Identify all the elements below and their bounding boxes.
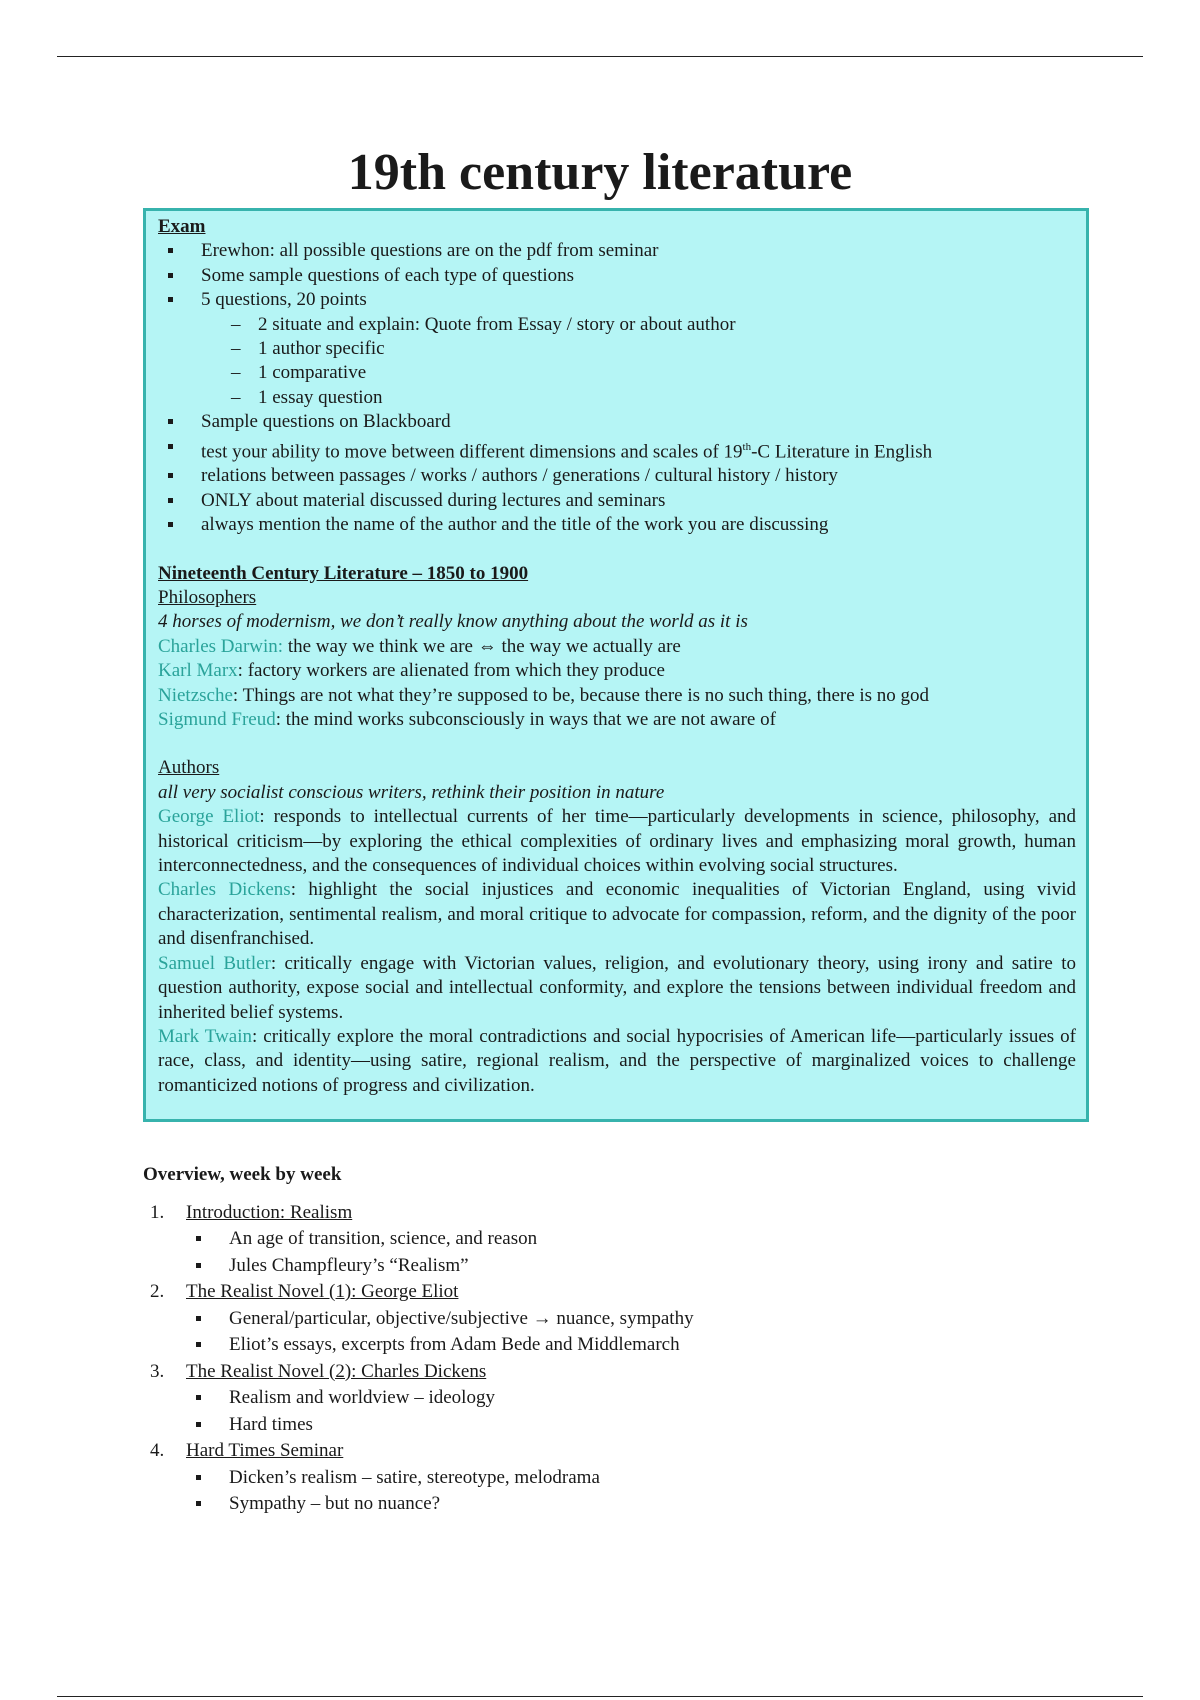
week-title: The Realist Novel (2): Charles Dickens (186, 1360, 487, 1382)
exam-sublist (158, 313, 1076, 411)
week-number: 4. (150, 1440, 165, 1461)
philosophers-note: 4 horses of modernism, we don’t really know anything about the world as it is (158, 611, 748, 633)
author-name: George Eliot (158, 806, 260, 828)
ability-text: test your ability to move between different dimensions and scales of 19 (201, 440, 743, 462)
week-item (143, 1438, 1083, 1518)
week-number: 1. (150, 1201, 165, 1223)
week-title: The Realist Novel (1): George Eliot (186, 1281, 459, 1302)
philosopher-entry (158, 659, 1076, 683)
philosopher-text: : the mind works subconsciously in ways that we are not aware of (275, 709, 776, 731)
list-item (158, 288, 1076, 410)
period-heading: Nineteenth Century Literature – 1850 to 1900 (158, 562, 529, 584)
authors-heading: Authors (158, 757, 220, 779)
author-entry (158, 878, 1076, 951)
list-item-text: 5 questions, 20 points (201, 289, 367, 311)
ability-text-end: -C Literature in English (751, 440, 933, 462)
philosopher-name: Charles Darwin: (158, 635, 284, 657)
list-item: Erewhon: all possible questions are on the pdf from seminar (158, 239, 1076, 263)
topic-item: Jules Champfleury’s “Realism” (186, 1253, 1083, 1280)
author-text: : responds to intellectual currents of her time—particularly developments in science, philosophy, and historical criticism—by exploring the ethical complexities of ordinary lives and emphasizing moral growth, human interconnectedness, and the consequences of individual choices within evolving social structures. (158, 806, 1077, 877)
sublist-item: – 1 essay question (158, 386, 1076, 410)
exam-heading: Exam (158, 216, 206, 237)
author-text: : critically explore the moral contradictions and social hypocrisies of American life—particularly issues of race, class, and identity—using satire, regional realism, and the perspective of marginalized voices to challenge romanticized notions of progress and civilization. (158, 1025, 1076, 1096)
week-topics (186, 1465, 1083, 1518)
list-item: relations between passages / works / authors / generations / cultural history / history (158, 464, 1076, 488)
page-title: 19th century literature (347, 144, 853, 201)
philosophers-heading: Philosophers (158, 587, 257, 609)
week-item (143, 1279, 1083, 1359)
ability-sup: th (742, 440, 752, 453)
philosopher-name: Karl Marx (158, 660, 238, 682)
week-topics (186, 1385, 1083, 1438)
overview-section (143, 1162, 1083, 1518)
philosopher-text: : Things are not what they’re supposed to be, because there is no such thing, there is no god (232, 684, 930, 706)
philosopher-name: Nietzsche (158, 684, 233, 706)
overview-heading: Overview, week by week (143, 1164, 342, 1185)
week-topics (186, 1226, 1083, 1279)
philosopher-entry (158, 708, 1076, 732)
sublist-item: – 2 situate and explain: Quote from Essay / story or about author (158, 313, 1076, 337)
header-rule (57, 56, 1143, 57)
week-number: 3. (150, 1360, 165, 1382)
topic-item: General/particular, objective/subjective → nuance, sympathy (186, 1306, 1083, 1333)
footer-rule (57, 1696, 1143, 1697)
author-entry (158, 805, 1076, 878)
authors-note: all very socialist conscious writers, rethink their position in nature (158, 781, 665, 803)
list-item: ONLY about material discussed during lectures and seminars (158, 489, 1076, 513)
exam-list (158, 239, 1076, 537)
author-text: : critically engage with Victorian values, religion, and evolutionary theory, using irony and satire to question authority, expose social and intellectual conformity, and explore the tensions between individual freedom and inherited belief systems. (158, 952, 1076, 1023)
weeks-list (143, 1200, 1083, 1518)
sublist-item: – 1 author specific (158, 337, 1076, 361)
author-entry (158, 952, 1076, 1025)
summary-box (143, 208, 1089, 1122)
topic-item: An age of transition, science, and reason (186, 1226, 1083, 1253)
philosopher-text: the way we think we are ⇔ the way we actually are (283, 635, 681, 657)
week-title: Introduction: Realism (186, 1201, 353, 1223)
week-topics (186, 1306, 1083, 1359)
philosopher-entry (158, 684, 1076, 708)
philosopher-name: Sigmund Freud (158, 709, 276, 731)
author-text: : highlight the social injustices and economic inequalities of Victorian England, using vivid characterization, sentimental realism, and moral critique to advocate for compassion, reform, and the dignity of the poor and disenfranchised. (158, 879, 1076, 950)
list-item: Some sample questions of each type of questions (158, 264, 1076, 288)
list-item (158, 435, 1076, 465)
author-name: Charles Dickens (158, 879, 291, 901)
topic-item: Dicken’s realism – satire, stereotype, melodrama (186, 1465, 1083, 1492)
topic-item: Sympathy – but no nuance? (186, 1491, 1083, 1518)
week-title: Hard Times Seminar (186, 1440, 344, 1461)
author-name: Samuel Butler (158, 952, 271, 974)
list-item: always mention the name of the author and the title of the work you are discussing (158, 513, 1076, 537)
author-name: Mark Twain (158, 1025, 253, 1047)
philosopher-text: : factory workers are alienated from which they produce (237, 660, 665, 682)
philosopher-entry (158, 635, 1076, 659)
topic-item: Realism and worldview – ideology (186, 1385, 1083, 1412)
week-number: 2. (150, 1281, 165, 1302)
topic-item: Eliot’s essays, excerpts from Adam Bede and Middlemarch (186, 1332, 1083, 1359)
list-item: Sample questions on Blackboard (158, 410, 1076, 434)
author-entry (158, 1025, 1076, 1098)
week-item (143, 1200, 1083, 1280)
sublist-item: – 1 comparative (158, 361, 1076, 385)
week-item (143, 1359, 1083, 1439)
topic-item: Hard times (186, 1412, 1083, 1439)
